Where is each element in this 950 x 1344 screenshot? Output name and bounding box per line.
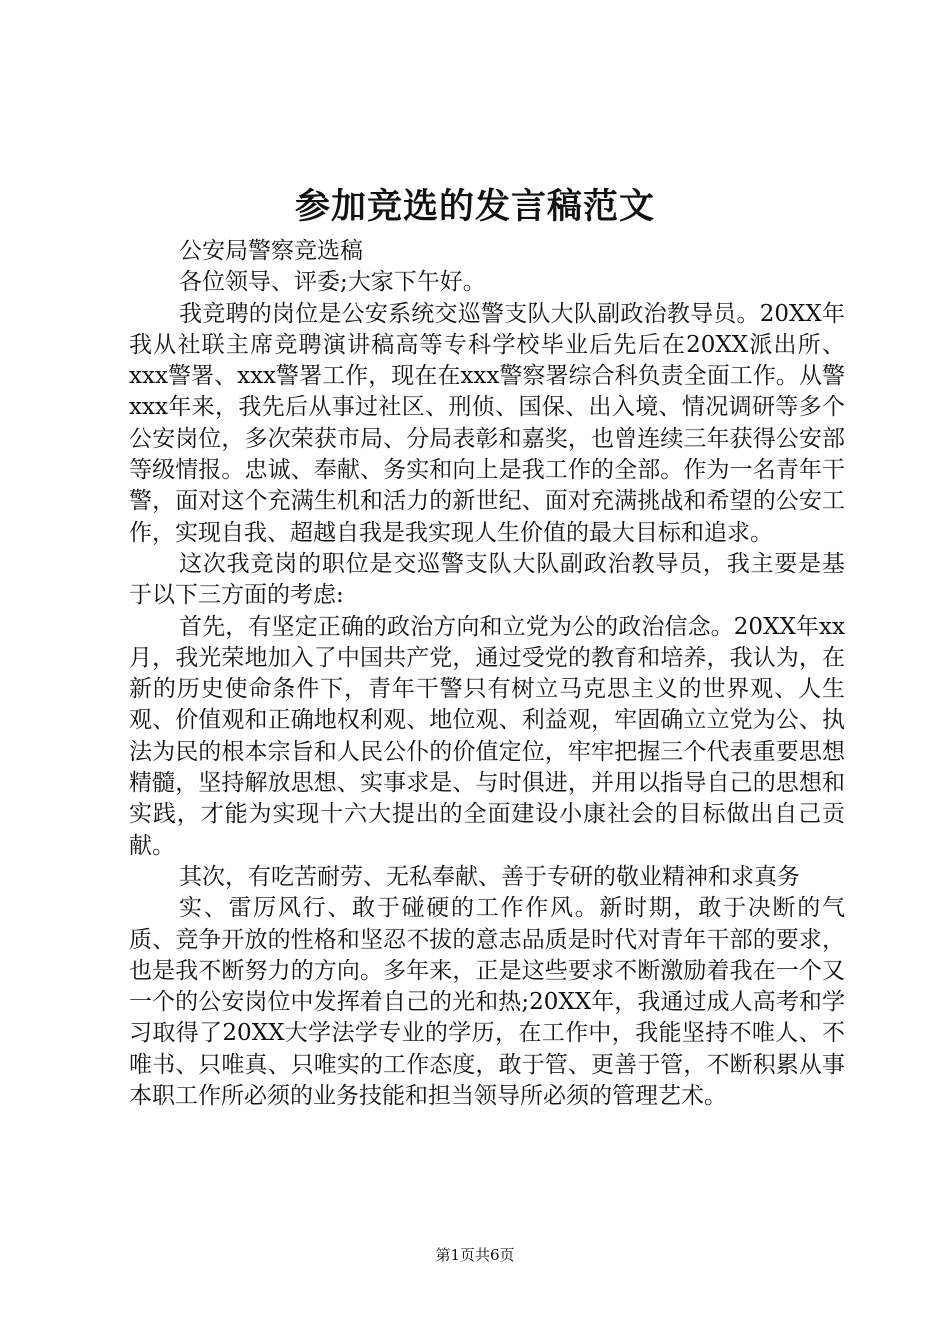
page-footer xyxy=(0,1244,950,1266)
body-paragraph: 我竞聘的岗位是公安系统交巡警支队大队副政治教导员。20XX年我从社联主席竞聘演讲稿高等专科学校毕业后先后在20XX派出所、xxx警署、xxx警署工作，现在在xxx警察署综合科负责全面工作。从警xxx年来，我先后从事过社区、刑侦、国保、出入境、情况调研等多个公安岗位，多次荣获市局、分局表彰和嘉奖，也曾连续三年获得公安部等级情报。忠诚、奉献、务实和向上是我工作的全部。作为一名青年干警，面对这个充满生机和活力的新世纪、面对充满挑战和希望的公安工作，实现自我、超越自我是我实现人生价值的最大目标和追求。 xyxy=(129,300,845,546)
body-paragraph: 实、雷厉风行、敢于碰硬的工作作风。新时期，敢于决断的气质、竞争开放的性格和坚忍不拔的意志品质是时代对青年干部的要求，也是我不断努力的方向。多年来，正是这些要求不断激励着我在一个又一个的公安岗位中发挥着自己的光和热;20XX年，我通过成人高考和学习取得了20XX大学法学专业的学历，在工作中，我能坚持不唯人、不唯书、只唯真、只唯实的工作态度，敢于管、更善于管，不断积累从事本职工作所必须的业务技能和担当领导所必须的管理艺术。 xyxy=(129,895,845,1110)
subtitle-paragraph: 公安局警察竞选稿 xyxy=(179,238,363,264)
body-paragraph: 首先，有坚定正确的政治方向和立党为公的政治信念。20XX年xx月，我光荣地加入了中国共产党，通过受党的教育和培养，我认为，在新的历史使命条件下，青年干警只有树立马克思主义的世界观、人生观、价值观和正确地权利观、地位观、利益观，牢固确立立党为公、执法为民的根本宗旨和人民公仆的价值定位，牢牢把握三个代表重要思想精髓，坚持解放思想、实事求是、与时俱进，并用以指导自己的思想和实践，才能为实现十六大提出的全面建设小康社会的目标做出自己贡献。 xyxy=(129,613,845,859)
page-total: 共6页 xyxy=(475,1246,515,1264)
page-number: 第1页 xyxy=(435,1246,475,1264)
body-paragraph: 这次我竞岗的职位是交巡警支队大队副政治教导员，我主要是基于以下三方面的考虑: xyxy=(129,550,845,609)
body-paragraph: 其次，有吃苦耐劳、无私奉献、善于专研的敬业精神和求真务 xyxy=(179,863,800,890)
document-body xyxy=(129,236,845,1112)
document-title: 参加竞选的发言稿范文 xyxy=(294,186,655,227)
greeting-paragraph: 各位领导、评委;大家下午好。 xyxy=(179,269,486,296)
